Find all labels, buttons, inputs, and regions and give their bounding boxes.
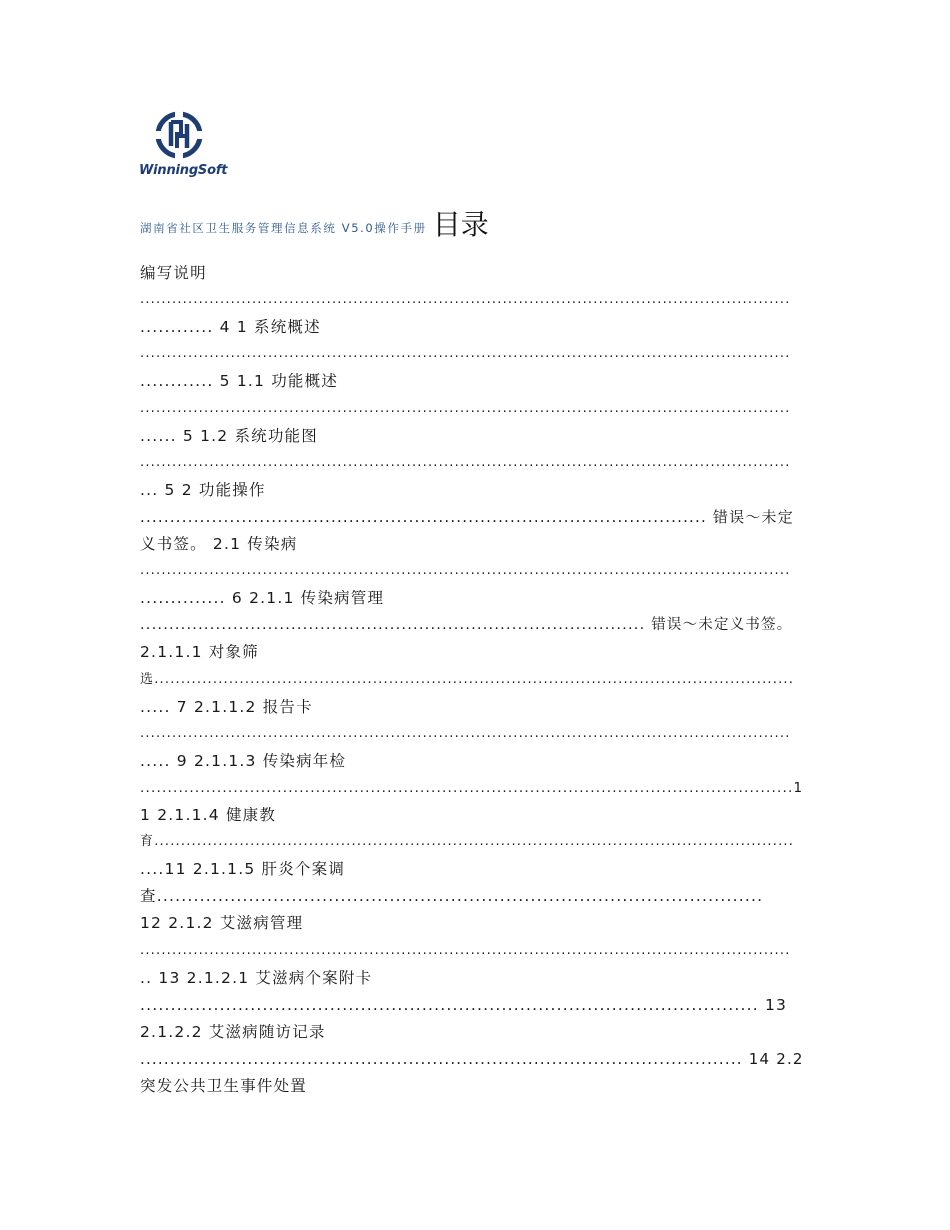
toc-line: .......................................................................................................................... <box>140 292 791 308</box>
toc-line: 选........................................................................................................................ <box>140 671 795 687</box>
toc-line: ..................................................................................................... 14 2.2 <box>140 1049 804 1068</box>
toc-line: .......................................................................................................................... <box>140 563 791 579</box>
toc-line: ....11 2.1.1.5 肝炎个案调 <box>140 860 346 879</box>
toc-line: .......................................................................................................................... <box>140 346 791 362</box>
toc-line: .......................................................................................................................... <box>140 454 791 470</box>
toc-line: ..... 7 2.1.1.2 报告卡 <box>140 697 313 716</box>
toc-line: .............. 6 2.1.1 传染病管理 <box>140 589 385 608</box>
logo-wordmark: WinningSoft <box>139 163 228 178</box>
winningsoft-logo-icon <box>154 110 204 160</box>
toc-line: .......................................................................................................................... <box>140 400 791 416</box>
toc-line: 2.1.2.2 艾滋病随访记录 <box>140 1022 326 1041</box>
toc-line: 义书签。 2.1 传染病 <box>140 535 298 553</box>
toc-line: ............ 5 1.1 功能概述 <box>140 372 339 391</box>
toc-line: 查................................................................................................... <box>140 887 764 906</box>
toc-line: .. 13 2.1.2.1 艾滋病个案附卡 <box>140 968 373 987</box>
toc-line: ..... 9 2.1.1.3 传染病年检 <box>140 751 347 770</box>
page-title: 目录 <box>432 208 489 241</box>
toc-line: 1 2.1.1.4 健康教 <box>140 806 277 824</box>
document-header <box>140 203 489 243</box>
toc-line: 2.1.1.1 对象筛 <box>140 643 259 662</box>
toc-line: 育........................................................................................................................ <box>140 834 795 850</box>
toc-line: ............................................................................................... 错误～未定 <box>140 507 794 526</box>
toc-line: 12 2.1.2 艾滋病管理 <box>140 914 304 933</box>
toc-line: ............ 4 1 系统概述 <box>140 318 321 337</box>
toc-line: .......................................................................................................................1 <box>140 779 804 796</box>
toc-line: .......................................................................................................................... <box>140 942 791 958</box>
toc-line: ...... 5 1.2 系统功能图 <box>140 426 318 445</box>
toc-line: ... 5 2 功能操作 <box>140 480 266 499</box>
toc-line: 编写说明 <box>140 264 207 282</box>
company-logo <box>136 108 232 182</box>
manual-subtitle: 湖南省社区卫生服务管理信息系统 V5.0操作手册 <box>140 221 427 235</box>
toc-line: ..................................................................................................... 13 <box>140 995 788 1014</box>
toc-line: 突发公共卫生事件处置 <box>140 1077 308 1095</box>
toc-line: ....................................................................................... 错误～未定义书签。 <box>140 617 793 634</box>
toc-line: .......................................................................................................................... <box>140 725 791 741</box>
